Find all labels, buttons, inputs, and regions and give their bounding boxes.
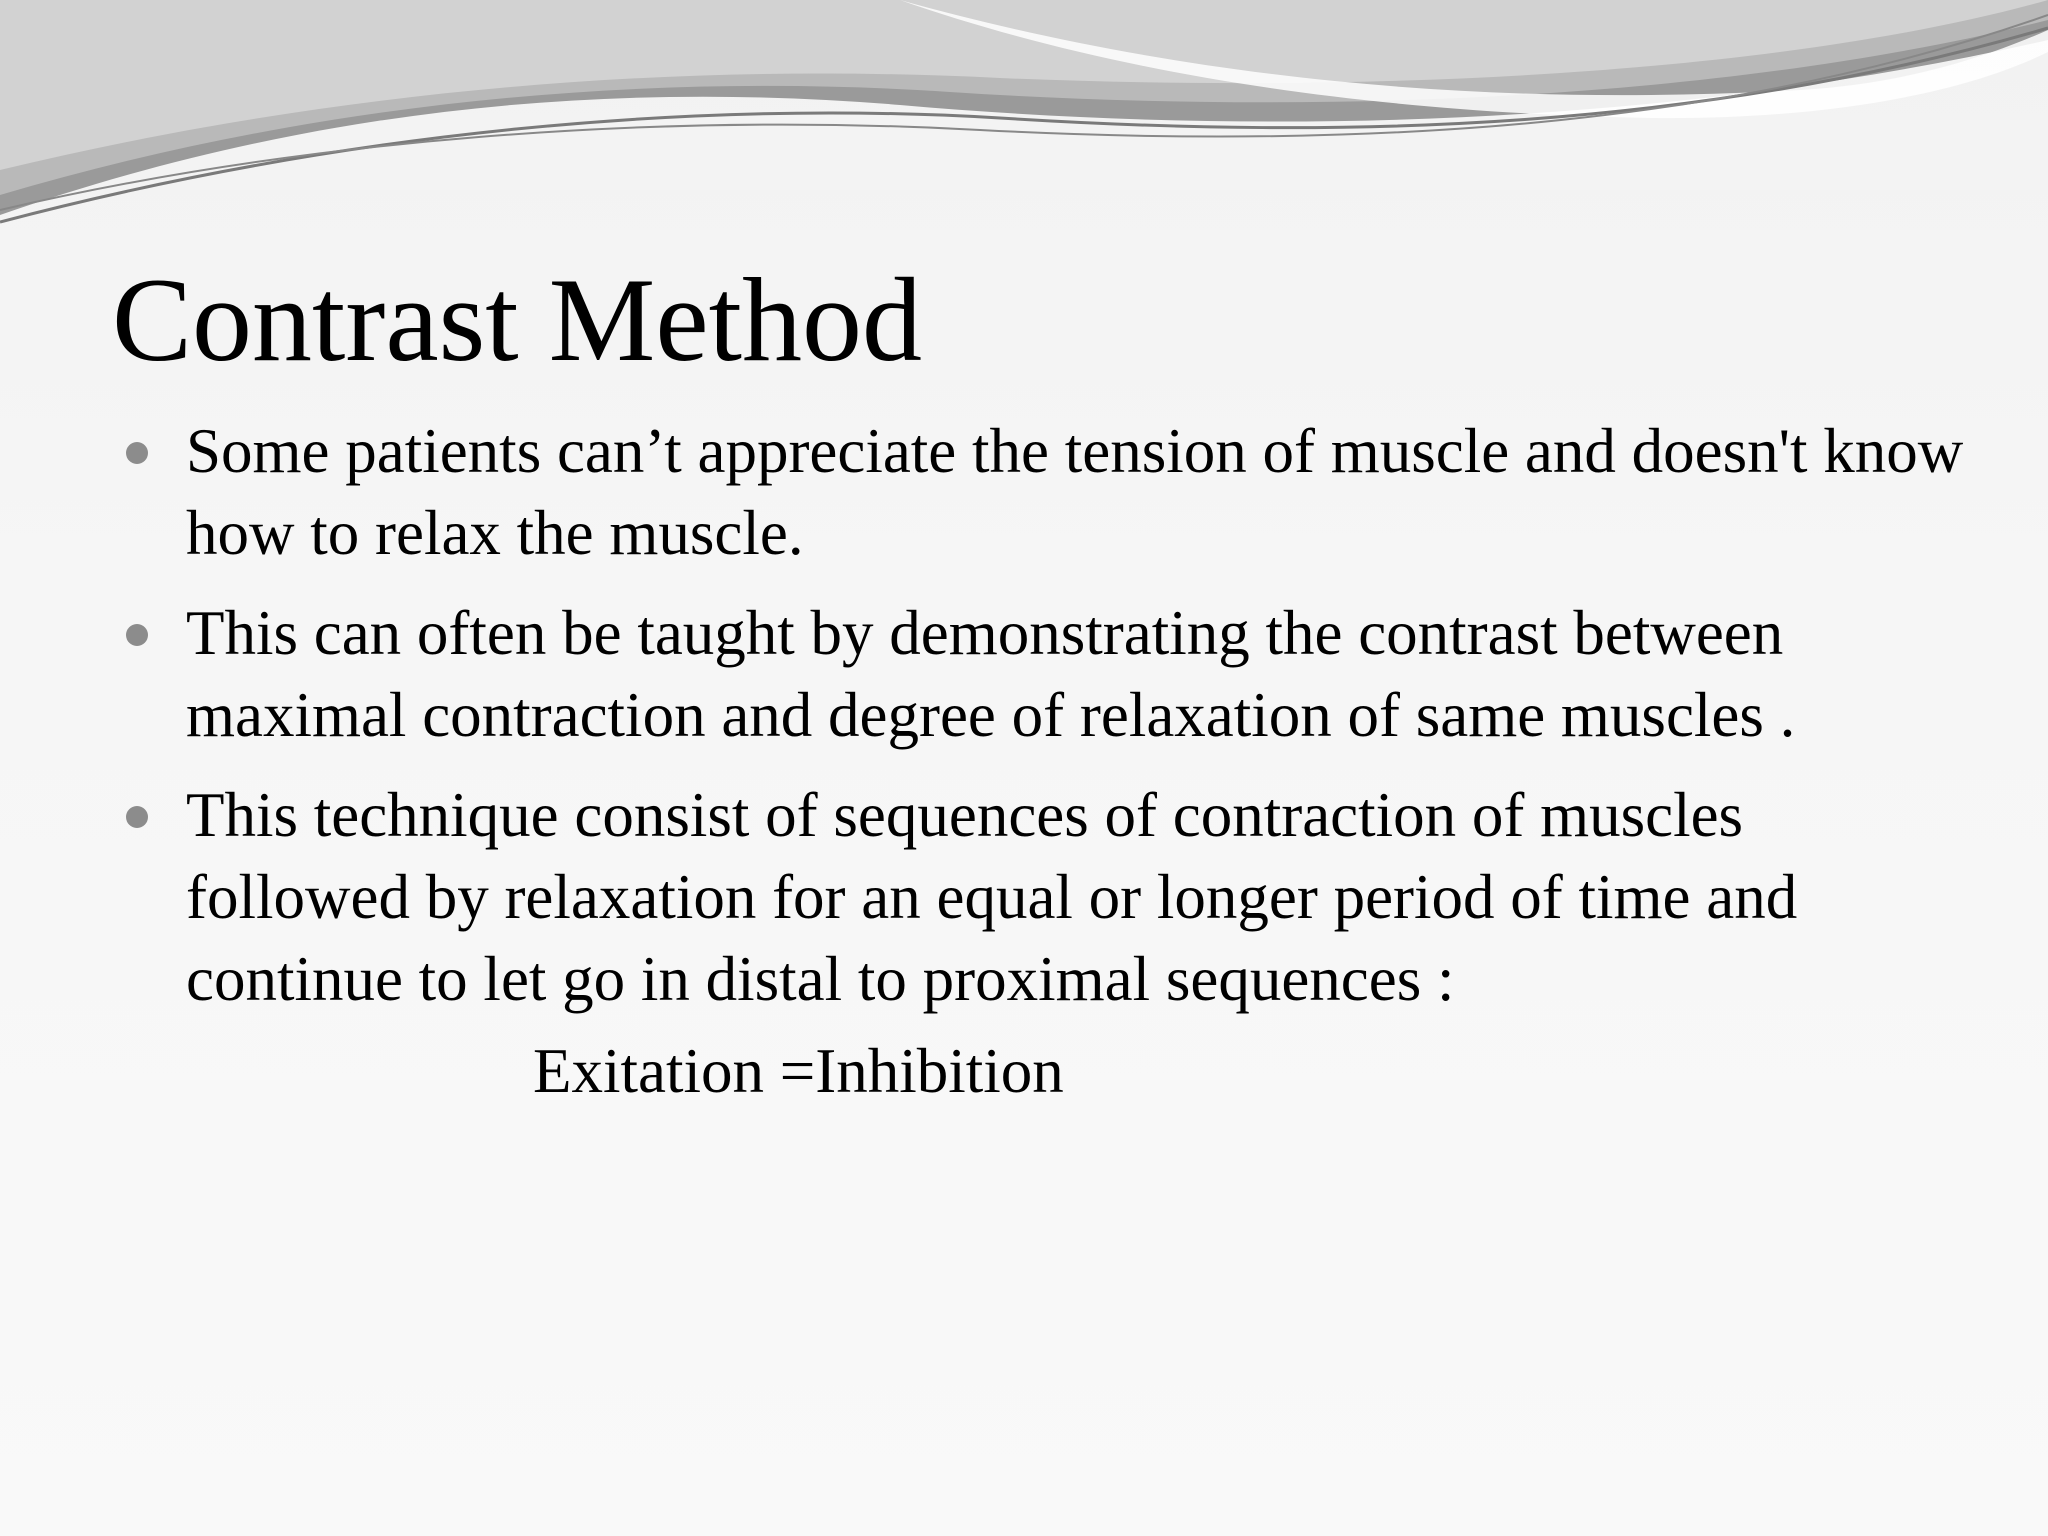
bullet-list	[118, 410, 1978, 1038]
bullet-text: This can often be taught by demonstrating the contrast between maximal contraction and degree of relaxation of same muscles .	[186, 598, 1796, 750]
bullet-item	[118, 774, 1978, 1020]
bullet-item	[118, 410, 1978, 574]
bullet-text: This technique consist of sequences of contraction of muscles followed by relaxation for an equal or longer period of time and continue to let go in distal to proximal sequences :	[186, 780, 1798, 1014]
bullet-dot-icon	[126, 442, 148, 464]
equation-text: Exitation =Inhibition	[533, 1036, 1064, 1106]
bullet-item	[118, 592, 1978, 756]
bullet-text: Some patients can’t appreciate the tension of muscle and doesn't know how to relax the muscle.	[186, 416, 1964, 568]
header-wave-decoration	[0, 0, 2048, 240]
slide-title: Contrast Method	[112, 253, 922, 386]
bullet-dot-icon	[126, 624, 148, 646]
bullet-dot-icon	[126, 806, 148, 828]
